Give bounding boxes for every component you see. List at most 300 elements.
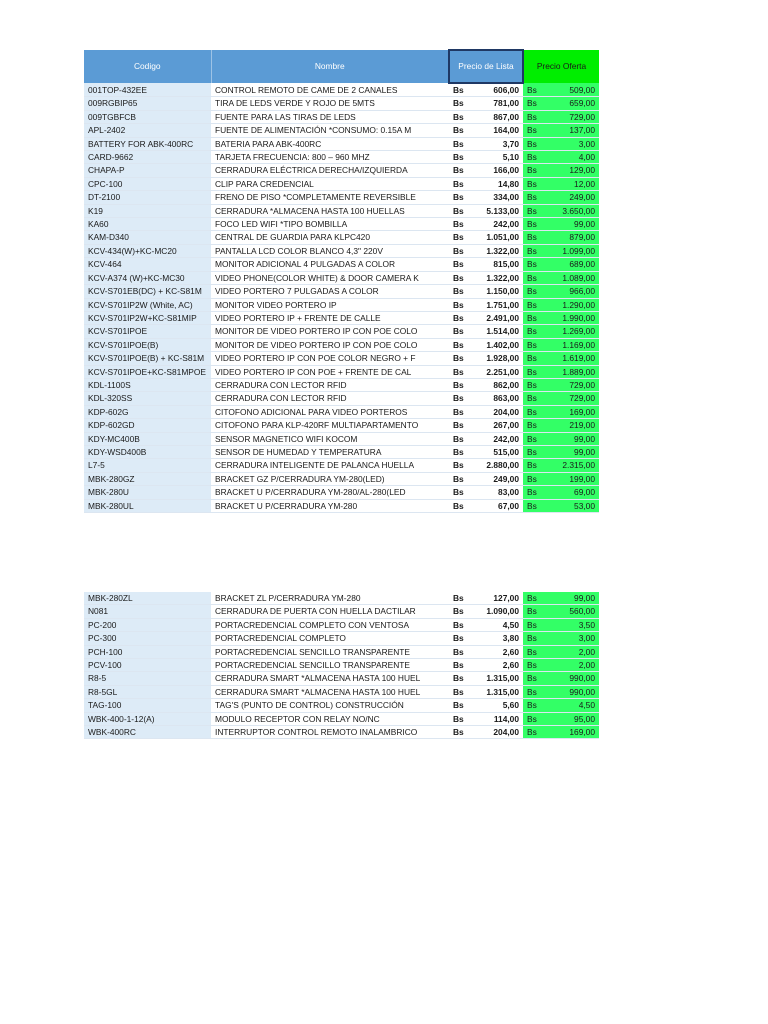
list-price: 1.322,00 xyxy=(474,271,523,284)
table-row xyxy=(84,645,599,658)
list-price: 166,00 xyxy=(474,164,523,177)
list-price: 1.322,00 xyxy=(474,244,523,257)
list-currency: Bs xyxy=(449,405,474,418)
header-nombre: Nombre xyxy=(211,50,449,83)
offer-currency: Bs xyxy=(523,124,543,137)
offer-price: 169,00 xyxy=(543,726,599,739)
list-currency: Bs xyxy=(449,712,474,725)
table-row xyxy=(84,110,599,123)
table-row xyxy=(84,659,599,672)
offer-price: 990,00 xyxy=(543,672,599,685)
offer-price: 99,00 xyxy=(543,445,599,458)
list-price: 267,00 xyxy=(474,419,523,432)
offer-currency: Bs xyxy=(523,499,543,512)
table-row xyxy=(84,432,599,445)
list-price: 2.491,00 xyxy=(474,311,523,324)
list-price: 3,70 xyxy=(474,137,523,150)
offer-price: 249,00 xyxy=(543,191,599,204)
product-code: PCV-100 xyxy=(84,659,211,672)
product-name: PORTACREDENCIAL SENCILLO TRANSPARENTE xyxy=(211,659,449,672)
list-currency: Bs xyxy=(449,632,474,645)
offer-currency: Bs xyxy=(523,419,543,432)
offer-currency: Bs xyxy=(523,685,543,698)
product-name: BRACKET U P/CERRADURA YM-280 xyxy=(211,499,449,512)
product-name: CERRADURA CON LECTOR RFID xyxy=(211,392,449,405)
list-price: 1.514,00 xyxy=(474,325,523,338)
list-currency: Bs xyxy=(449,605,474,618)
table-row xyxy=(84,459,599,472)
table-row xyxy=(84,592,599,605)
table-row xyxy=(84,499,599,512)
offer-price: 966,00 xyxy=(543,285,599,298)
list-currency: Bs xyxy=(449,445,474,458)
product-name: TARJETA FRECUENCIA: 800 – 960 MHZ xyxy=(211,151,449,164)
product-code: KCV-S701IP2W (White, AC) xyxy=(84,298,211,311)
product-code: L7-5 xyxy=(84,459,211,472)
product-name: CERRADURA SMART *ALMACENA HASTA 100 HUEL xyxy=(211,685,449,698)
product-name: PORTACREDENCIAL COMPLETO xyxy=(211,632,449,645)
list-price: 781,00 xyxy=(474,97,523,110)
product-code: KCV-464 xyxy=(84,258,211,271)
product-name: MODULO RECEPTOR CON RELAY NO/NC xyxy=(211,712,449,725)
product-code: MBK-280GZ xyxy=(84,472,211,485)
product-name: CERRADURA CON LECTOR RFID xyxy=(211,378,449,391)
product-code: MBK-280ZL xyxy=(84,592,211,605)
product-name: PORTACREDENCIAL COMPLETO CON VENTOSA xyxy=(211,618,449,631)
offer-currency: Bs xyxy=(523,311,543,324)
product-name: CERRADURA ELÉCTRICA DERECHA/IZQUIERDA xyxy=(211,164,449,177)
list-currency: Bs xyxy=(449,499,474,512)
offer-price: 219,00 xyxy=(543,419,599,432)
product-code: 009TGBFCB xyxy=(84,110,211,123)
offer-currency: Bs xyxy=(523,726,543,739)
offer-price: 729,00 xyxy=(543,378,599,391)
offer-currency: Bs xyxy=(523,645,543,658)
table-row xyxy=(84,164,599,177)
product-code: KDY-MC400B xyxy=(84,432,211,445)
list-price: 83,00 xyxy=(474,486,523,499)
offer-currency: Bs xyxy=(523,618,543,631)
list-price: 5,10 xyxy=(474,151,523,164)
product-code: KA60 xyxy=(84,218,211,231)
list-price: 1.051,00 xyxy=(474,231,523,244)
list-currency: Bs xyxy=(449,419,474,432)
offer-currency: Bs xyxy=(523,405,543,418)
offer-currency: Bs xyxy=(523,712,543,725)
product-code: KDP-602G xyxy=(84,405,211,418)
table-row xyxy=(84,472,599,485)
offer-price: 53,00 xyxy=(543,499,599,512)
offer-currency: Bs xyxy=(523,110,543,123)
offer-currency: Bs xyxy=(523,338,543,351)
offer-currency: Bs xyxy=(523,298,543,311)
list-price: 862,00 xyxy=(474,378,523,391)
list-price: 2.251,00 xyxy=(474,365,523,378)
offer-currency: Bs xyxy=(523,432,543,445)
list-currency: Bs xyxy=(449,298,474,311)
table-row xyxy=(84,392,599,405)
table-row xyxy=(84,726,599,739)
product-code: CHAPA-P xyxy=(84,164,211,177)
offer-currency: Bs xyxy=(523,191,543,204)
offer-currency: Bs xyxy=(523,472,543,485)
offer-price: 3.650,00 xyxy=(543,204,599,217)
table-row xyxy=(84,218,599,231)
offer-price: 509,00 xyxy=(543,83,599,97)
product-name: MONITOR ADICIONAL 4 PULGADAS A COLOR xyxy=(211,258,449,271)
product-code: CARD-9662 xyxy=(84,151,211,164)
list-price: 14,80 xyxy=(474,177,523,190)
product-name: CERRADURA *ALMACENA HASTA 100 HUELLAS xyxy=(211,204,449,217)
product-code: KCV-S701IP2W+KC-S81MIP xyxy=(84,311,211,324)
offer-price: 129,00 xyxy=(543,164,599,177)
product-code: KDL-320SS xyxy=(84,392,211,405)
table-row xyxy=(84,204,599,217)
list-currency: Bs xyxy=(449,124,474,137)
product-name: VIDEO PORTERO 7 PULGADAS A COLOR xyxy=(211,285,449,298)
offer-price: 990,00 xyxy=(543,685,599,698)
list-currency: Bs xyxy=(449,285,474,298)
product-name: CONTROL REMOTO DE CAME DE 2 CANALES xyxy=(211,83,449,97)
table-row xyxy=(84,378,599,391)
table-row xyxy=(84,445,599,458)
list-currency: Bs xyxy=(449,83,474,97)
list-currency: Bs xyxy=(449,459,474,472)
offer-currency: Bs xyxy=(523,244,543,257)
offer-currency: Bs xyxy=(523,218,543,231)
table-row xyxy=(84,419,599,432)
product-code: KAM-D340 xyxy=(84,231,211,244)
offer-currency: Bs xyxy=(523,137,543,150)
offer-price: 3,50 xyxy=(543,618,599,631)
list-currency: Bs xyxy=(449,592,474,605)
offer-price: 1.290,00 xyxy=(543,298,599,311)
list-currency: Bs xyxy=(449,699,474,712)
list-price: 1.090,00 xyxy=(474,605,523,618)
table-row xyxy=(84,365,599,378)
table-row xyxy=(84,271,599,284)
list-price: 515,00 xyxy=(474,445,523,458)
product-code: R8-5 xyxy=(84,672,211,685)
price-table-1 xyxy=(84,49,599,513)
table-row xyxy=(84,685,599,698)
list-price: 1.315,00 xyxy=(474,685,523,698)
product-code: WBK-400RC xyxy=(84,726,211,739)
table-row xyxy=(84,298,599,311)
product-code: TAG-100 xyxy=(84,699,211,712)
list-price: 1.751,00 xyxy=(474,298,523,311)
list-currency: Bs xyxy=(449,392,474,405)
list-currency: Bs xyxy=(449,164,474,177)
offer-currency: Bs xyxy=(523,365,543,378)
table-row xyxy=(84,244,599,257)
offer-price: 3,00 xyxy=(543,137,599,150)
product-name: BRACKET ZL P/CERRADURA YM-280 xyxy=(211,592,449,605)
table-row xyxy=(84,285,599,298)
list-currency: Bs xyxy=(449,618,474,631)
table-row xyxy=(84,137,599,150)
product-name: MONITOR DE VIDEO PORTERO IP CON POE COLO xyxy=(211,325,449,338)
table-row xyxy=(84,486,599,499)
offer-price: 2,00 xyxy=(543,645,599,658)
offer-currency: Bs xyxy=(523,258,543,271)
product-code: KDL-1100S xyxy=(84,378,211,391)
list-currency: Bs xyxy=(449,151,474,164)
product-name: CLIP PARA CREDENCIAL xyxy=(211,177,449,190)
list-price: 606,00 xyxy=(474,83,523,97)
product-name: TAG'S (PUNTO DE CONTROL) CONSTRUCCIÓN xyxy=(211,699,449,712)
list-price: 2.880,00 xyxy=(474,459,523,472)
list-price: 164,00 xyxy=(474,124,523,137)
offer-price: 1.269,00 xyxy=(543,325,599,338)
list-currency: Bs xyxy=(449,177,474,190)
list-price: 2,60 xyxy=(474,659,523,672)
list-price: 127,00 xyxy=(474,592,523,605)
offer-price: 2,00 xyxy=(543,659,599,672)
offer-currency: Bs xyxy=(523,97,543,110)
product-code: KCV-A374 (W)+KC-MC30 xyxy=(84,271,211,284)
table-row xyxy=(84,124,599,137)
header-codigo: Codigo xyxy=(84,50,211,83)
list-currency: Bs xyxy=(449,97,474,110)
product-code: DT-2100 xyxy=(84,191,211,204)
product-code: KDP-602GD xyxy=(84,419,211,432)
list-price: 242,00 xyxy=(474,432,523,445)
list-price: 867,00 xyxy=(474,110,523,123)
product-code: BATTERY FOR ABK-400RC xyxy=(84,137,211,150)
product-name: CENTRAL DE GUARDIA PARA KLPC420 xyxy=(211,231,449,244)
list-currency: Bs xyxy=(449,338,474,351)
price-table-2 xyxy=(84,592,599,739)
offer-price: 1.169,00 xyxy=(543,338,599,351)
list-currency: Bs xyxy=(449,659,474,672)
table-row xyxy=(84,699,599,712)
list-currency: Bs xyxy=(449,378,474,391)
offer-currency: Bs xyxy=(523,486,543,499)
offer-price: 1.889,00 xyxy=(543,365,599,378)
product-code: WBK-400-1-12(A) xyxy=(84,712,211,725)
offer-currency: Bs xyxy=(523,271,543,284)
offer-price: 169,00 xyxy=(543,405,599,418)
list-price: 249,00 xyxy=(474,472,523,485)
offer-currency: Bs xyxy=(523,352,543,365)
list-currency: Bs xyxy=(449,258,474,271)
product-name: CITOFONO ADICIONAL PARA VIDEO PORTEROS xyxy=(211,405,449,418)
list-currency: Bs xyxy=(449,244,474,257)
product-name: TIRA DE LEDS VERDE Y ROJO DE 5MTS xyxy=(211,97,449,110)
table-row xyxy=(84,672,599,685)
list-currency: Bs xyxy=(449,137,474,150)
offer-currency: Bs xyxy=(523,459,543,472)
offer-price: 689,00 xyxy=(543,258,599,271)
table-row xyxy=(84,632,599,645)
offer-currency: Bs xyxy=(523,177,543,190)
product-code: KCV-S701EB(DC) + KC-S81M xyxy=(84,285,211,298)
offer-price: 879,00 xyxy=(543,231,599,244)
product-name: INTERRUPTOR CONTROL REMOTO INALAMBRICO xyxy=(211,726,449,739)
offer-price: 99,00 xyxy=(543,218,599,231)
list-currency: Bs xyxy=(449,486,474,499)
offer-currency: Bs xyxy=(523,204,543,217)
offer-price: 1.089,00 xyxy=(543,271,599,284)
list-price: 5,60 xyxy=(474,699,523,712)
list-currency: Bs xyxy=(449,726,474,739)
list-price: 67,00 xyxy=(474,499,523,512)
list-currency: Bs xyxy=(449,231,474,244)
offer-price: 1.619,00 xyxy=(543,352,599,365)
product-code: KDY-WSD400B xyxy=(84,445,211,458)
product-name: VIDEO PORTERO IP + FRENTE DE CALLE xyxy=(211,311,449,324)
table-row xyxy=(84,83,599,97)
offer-currency: Bs xyxy=(523,592,543,605)
product-code: MBK-280UL xyxy=(84,499,211,512)
product-code: 001TOP-432EE xyxy=(84,83,211,97)
product-code: CPC-100 xyxy=(84,177,211,190)
list-price: 1.402,00 xyxy=(474,338,523,351)
offer-price: 99,00 xyxy=(543,432,599,445)
product-code: R8-5GL xyxy=(84,685,211,698)
offer-price: 69,00 xyxy=(543,486,599,499)
offer-currency: Bs xyxy=(523,231,543,244)
offer-currency: Bs xyxy=(523,672,543,685)
offer-price: 12,00 xyxy=(543,177,599,190)
list-price: 5.133,00 xyxy=(474,204,523,217)
product-code: K19 xyxy=(84,204,211,217)
product-code: KCV-S701IPOE xyxy=(84,325,211,338)
offer-currency: Bs xyxy=(523,325,543,338)
list-currency: Bs xyxy=(449,432,474,445)
list-currency: Bs xyxy=(449,271,474,284)
offer-currency: Bs xyxy=(523,392,543,405)
offer-price: 1.099,00 xyxy=(543,244,599,257)
table-row xyxy=(84,618,599,631)
product-code: PC-300 xyxy=(84,632,211,645)
header-precio-oferta: Precio Oferta xyxy=(523,50,599,83)
offer-price: 729,00 xyxy=(543,392,599,405)
table-row xyxy=(84,231,599,244)
table-row xyxy=(84,605,599,618)
table-row xyxy=(84,338,599,351)
offer-price: 95,00 xyxy=(543,712,599,725)
product-name: SENSOR MAGNETICO WIFI KOCOM xyxy=(211,432,449,445)
offer-price: 2.315,00 xyxy=(543,459,599,472)
table-row xyxy=(84,191,599,204)
product-code: PCH-100 xyxy=(84,645,211,658)
product-code: 009RGBIP65 xyxy=(84,97,211,110)
offer-currency: Bs xyxy=(523,632,543,645)
offer-price: 3,00 xyxy=(543,632,599,645)
product-name: MONITOR DE VIDEO PORTERO IP CON POE COLO xyxy=(211,338,449,351)
offer-price: 1.990,00 xyxy=(543,311,599,324)
product-name: BATERIA PARA ABK-400RC xyxy=(211,137,449,150)
product-code: N081 xyxy=(84,605,211,618)
product-name: CERRADURA DE PUERTA CON HUELLA DACTILAR xyxy=(211,605,449,618)
table-row xyxy=(84,151,599,164)
list-price: 1.315,00 xyxy=(474,672,523,685)
list-price: 334,00 xyxy=(474,191,523,204)
offer-currency: Bs xyxy=(523,83,543,97)
product-name: VIDEO PORTERO IP CON POE + FRENTE DE CAL xyxy=(211,365,449,378)
offer-price: 659,00 xyxy=(543,97,599,110)
list-price: 1.928,00 xyxy=(474,352,523,365)
product-code: KCV-434(W)+KC-MC20 xyxy=(84,244,211,257)
offer-currency: Bs xyxy=(523,445,543,458)
list-price: 114,00 xyxy=(474,712,523,725)
product-name: BRACKET GZ P/CERRADURA YM-280(LED) xyxy=(211,472,449,485)
list-currency: Bs xyxy=(449,311,474,324)
table-row xyxy=(84,97,599,110)
offer-currency: Bs xyxy=(523,164,543,177)
list-price: 1.150,00 xyxy=(474,285,523,298)
table-row xyxy=(84,325,599,338)
offer-price: 199,00 xyxy=(543,472,599,485)
product-name: MONITOR VIDEO PORTERO IP xyxy=(211,298,449,311)
list-currency: Bs xyxy=(449,352,474,365)
list-currency: Bs xyxy=(449,365,474,378)
product-name: PORTACREDENCIAL SENCILLO TRANSPARENTE xyxy=(211,645,449,658)
list-price: 863,00 xyxy=(474,392,523,405)
offer-price: 729,00 xyxy=(543,110,599,123)
product-name: BRACKET U P/CERRADURA YM-280/AL-280(LED xyxy=(211,486,449,499)
list-price: 242,00 xyxy=(474,218,523,231)
product-name: FUENTE DE ALIMENTACIÓN *CONSUMO: 0.15A M xyxy=(211,124,449,137)
product-name: FOCO LED WIFI *TIPO BOMBILLA xyxy=(211,218,449,231)
list-currency: Bs xyxy=(449,325,474,338)
list-currency: Bs xyxy=(449,204,474,217)
product-name: CERRADURA SMART *ALMACENA HASTA 100 HUEL xyxy=(211,672,449,685)
list-price: 2,60 xyxy=(474,645,523,658)
list-price: 4,50 xyxy=(474,618,523,631)
list-currency: Bs xyxy=(449,472,474,485)
list-currency: Bs xyxy=(449,645,474,658)
product-name: PANTALLA LCD COLOR BLANCO 4,3" 220V xyxy=(211,244,449,257)
table-header-row xyxy=(84,50,599,83)
product-name: FUENTE PARA LAS TIRAS DE LEDS xyxy=(211,110,449,123)
offer-price: 137,00 xyxy=(543,124,599,137)
product-code: APL-2402 xyxy=(84,124,211,137)
offer-price: 99,00 xyxy=(543,592,599,605)
list-currency: Bs xyxy=(449,110,474,123)
product-name: CITOFONO PARA KLP-420RF MULTIAPARTAMENTO xyxy=(211,419,449,432)
offer-currency: Bs xyxy=(523,285,543,298)
offer-currency: Bs xyxy=(523,699,543,712)
list-price: 204,00 xyxy=(474,726,523,739)
offer-price: 560,00 xyxy=(543,605,599,618)
list-currency: Bs xyxy=(449,218,474,231)
table-row xyxy=(84,177,599,190)
product-code: KCV-S701IPOE(B) + KC-S81M xyxy=(84,352,211,365)
table-row xyxy=(84,258,599,271)
list-price: 204,00 xyxy=(474,405,523,418)
product-name: VIDEO PORTERO IP CON POE COLOR NEGRO + F xyxy=(211,352,449,365)
product-name: FRENO DE PISO *COMPLETAMENTE REVERSIBLE xyxy=(211,191,449,204)
product-code: PC-200 xyxy=(84,618,211,631)
list-currency: Bs xyxy=(449,672,474,685)
offer-currency: Bs xyxy=(523,605,543,618)
list-price: 815,00 xyxy=(474,258,523,271)
product-name: VIDEO PHONE(COLOR WHITE) & DOOR CAMERA K xyxy=(211,271,449,284)
list-currency: Bs xyxy=(449,191,474,204)
table-row xyxy=(84,352,599,365)
list-price: 3,80 xyxy=(474,632,523,645)
list-currency: Bs xyxy=(449,685,474,698)
header-precio-lista: Precio de Lista xyxy=(449,50,523,83)
product-code: KCV-S701IPOE(B) xyxy=(84,338,211,351)
product-code: MBK-280U xyxy=(84,486,211,499)
table-row xyxy=(84,712,599,725)
offer-currency: Bs xyxy=(523,659,543,672)
table-row xyxy=(84,311,599,324)
